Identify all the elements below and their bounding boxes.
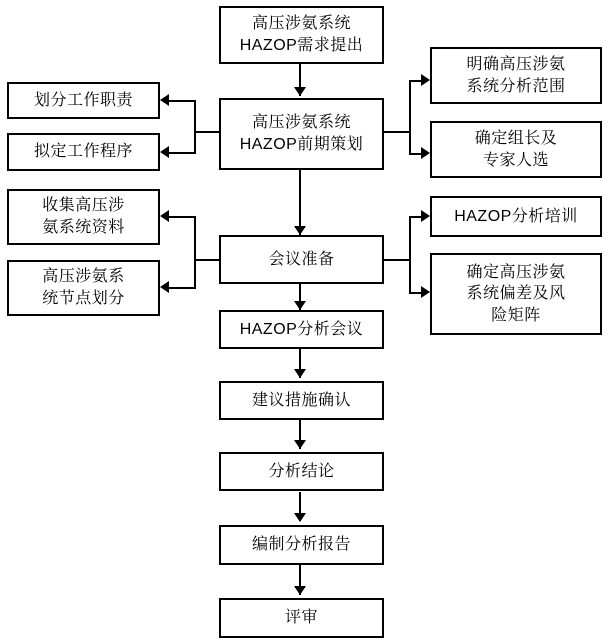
arrowhead-right-bus-n5 [421, 74, 430, 86]
node-draft-work-procedure[interactable]: 拟定工作程序 [7, 133, 160, 171]
node-divide-responsibilities[interactable]: 划分工作职责 [7, 82, 160, 119]
connector-left-bus-n3 [166, 100, 195, 102]
arrowhead-n12-n13 [294, 369, 306, 378]
arrowhead-n9-n12 [294, 301, 306, 310]
connector-right-bus-planning [409, 80, 411, 155]
connector-left-bus-n8 [166, 287, 195, 289]
arrowhead-left-bus-n7 [160, 210, 169, 222]
node-hazop-analysis-meeting[interactable]: HAZOP分析会议 [219, 310, 384, 349]
node-clarify-analysis-scope[interactable]: 明确高压涉氨 系统分析范围 [430, 47, 602, 104]
connector-n9-left-bus [194, 259, 219, 261]
node-meeting-preparation[interactable]: 会议准备 [219, 235, 384, 284]
node-collect-system-data[interactable]: 收集高压涉 氨系统资料 [7, 189, 160, 245]
connector-n2-right-bus [383, 131, 410, 133]
node-determine-leader-experts[interactable]: 确定组长及 专家人选 [430, 121, 602, 178]
connector-left-bus-prep [194, 216, 196, 289]
arrowhead-left-bus-n8 [160, 281, 169, 293]
connector-n9-right-bus [383, 259, 410, 261]
arrowhead-n13-n14 [294, 440, 306, 449]
node-deviation-risk-matrix[interactable]: 确定高压涉氨 系统偏差及风 险矩阵 [430, 253, 602, 335]
node-analysis-conclusion[interactable]: 分析结论 [219, 452, 384, 491]
connector-left-bus-n7 [166, 216, 195, 218]
arrowhead-right-bus-n10 [421, 210, 430, 222]
connector-right-bus-prep [409, 216, 411, 294]
node-node-division[interactable]: 高压涉氨系 统节点划分 [7, 260, 160, 316]
arrowhead-n14-n15 [294, 513, 306, 522]
connector-left-bus-planning [194, 100, 196, 154]
arrowhead-left-bus-n4 [160, 146, 169, 158]
arrowhead-right-bus-n11 [421, 286, 430, 298]
node-review[interactable]: 评审 [219, 598, 384, 638]
node-hazop-preplanning[interactable]: 高压涉氨系统 HAZOP前期策划 [219, 98, 384, 170]
node-recommendation-confirmation[interactable]: 建议措施确认 [219, 381, 384, 420]
arrowhead-n2-n9 [294, 226, 306, 235]
connector-n2-left-bus [194, 131, 219, 133]
node-hazop-training[interactable]: HAZOP分析培训 [430, 196, 602, 237]
node-compile-analysis-report[interactable]: 编制分析报告 [219, 525, 384, 565]
arrowhead-n15-n16 [294, 586, 306, 595]
arrowhead-right-bus-n6 [421, 147, 430, 159]
arrowhead-left-bus-n3 [160, 94, 169, 106]
node-hazop-requirement[interactable]: 高压涉氨系统 HAZOP需求提出 [219, 6, 384, 64]
connector-left-bus-n4 [166, 152, 195, 154]
arrowhead-n1-n2 [294, 87, 306, 96]
